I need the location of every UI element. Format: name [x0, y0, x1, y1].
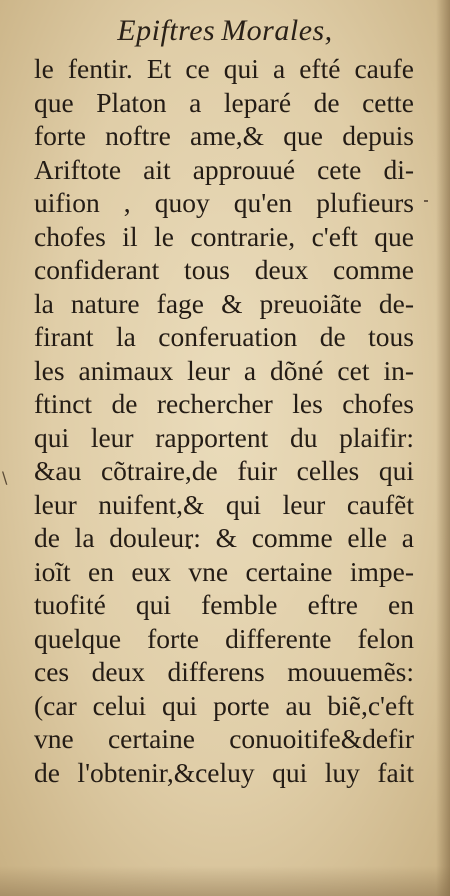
text-line-17: tuofité qui femble eftre en — [34, 589, 414, 620]
text-line-5: uifion , quoy qu'en plufieurs — [34, 187, 414, 218]
text-line-11: ftinct de rechercher les chofes — [34, 388, 414, 419]
text-line-13: &au cõtraire,de fuir celles qui — [34, 455, 414, 486]
text-line-6: chofes il le contrarie, c'eft que — [34, 220, 414, 252]
text-line-9: firant la conferuation de tous — [34, 321, 414, 352]
text-line-3: forte noftre ame,& que depuis — [34, 120, 414, 151]
text-line-1: le fentir. Et ce qui a efté caufe — [34, 53, 414, 84]
text-line-4: Ariftote ait approuué cete di- — [34, 153, 414, 185]
text-line-2: que Platon a leparé de cette — [34, 86, 414, 118]
running-head-subtitle: Morales, — [221, 14, 333, 47]
text-line-16: ioĩt en eux vne certaine impe- — [34, 555, 414, 587]
margin-mark: \ — [2, 468, 8, 487]
text-line-20: (car celui qui porte au biẽ,c'eft — [34, 689, 414, 721]
text-line-14: leur nuifent,& qui leur caufẽt — [34, 488, 414, 520]
text-line-22: de l'obtenir,&celuy qui luy fait — [34, 756, 414, 788]
margin-dash — [424, 200, 428, 202]
running-head-title: Epiftres — [117, 14, 216, 47]
body-text — [34, 52, 414, 789]
text-line-12: qui leur rapportent du plaifir: — [34, 421, 414, 453]
text-line-18: quelque forte differente felon — [34, 622, 414, 654]
text-line-19: ces deux differens mouuemẽs: — [34, 656, 414, 687]
page-bottom-shadow — [0, 866, 450, 896]
text-line-8: la nature fage & preuoiãte de- — [34, 287, 414, 319]
page-edge-shadow — [436, 0, 450, 896]
text-line-15: de la douleur: & comme elle a — [34, 522, 414, 553]
text-line-21: vne certaine conuoitife&defir — [34, 723, 414, 754]
text-line-7: confiderant tous deux comme — [34, 254, 414, 285]
running-head — [0, 14, 450, 48]
text-line-10: les animaux leur a dõné cet in- — [34, 354, 414, 386]
